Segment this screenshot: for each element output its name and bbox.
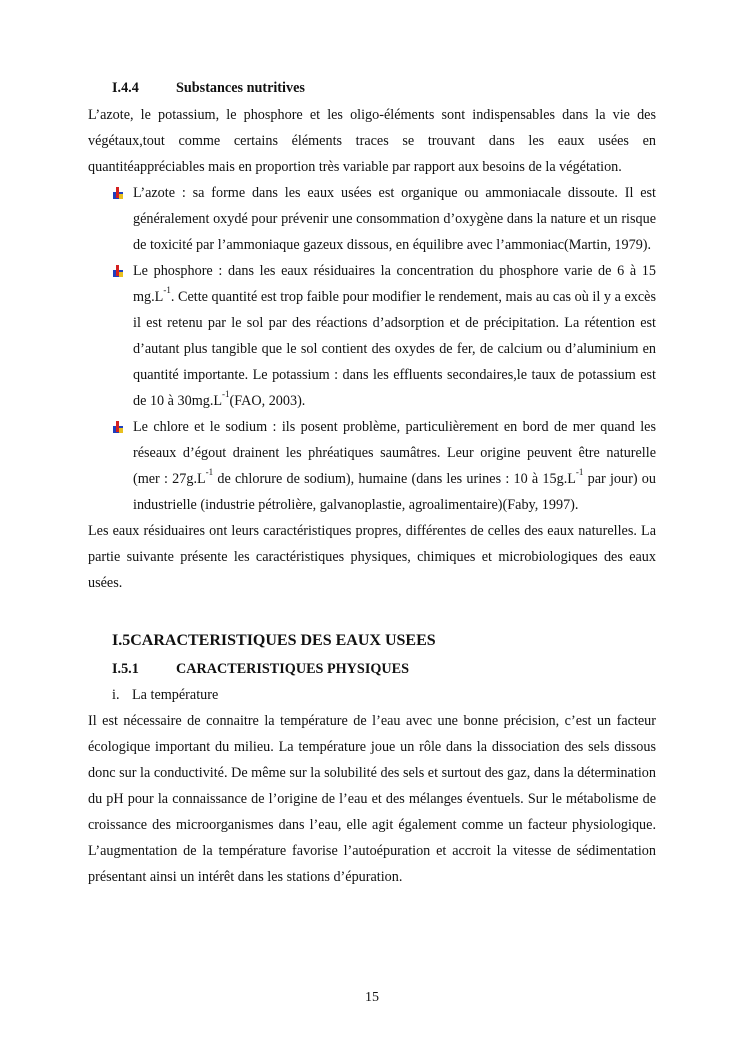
section-number: I.4.4 (112, 80, 139, 96)
bullet-text-phosphore-cont: . Cette quantité est trop faible pour modifier le rendement, mais au cas où il y a excès il est retenu par le sol par des réactions d’adsorption et de précipitation. La rétention est d’autant plus tangible que le sol contient des oxydes de fer, de calcium ou d’aluminium en quantité importante. Le potassium : dans les effluents secondaires,le taux de potassium est de 10 à 30mg.L (133, 289, 656, 409)
closing-paragraph: Les eaux résiduaires ont leurs caractéristiques propres, différentes de celles des eaux naturelles. La partie suivante présente les caractéristiques physiques, chimiques et microbiologiques des eaux usées. (88, 523, 656, 591)
bullet-text-chlore-end: par jour) ou industrielle (industrie pétrolière, galvanoplastie, agroalimentaire)(Faby, 1997). (133, 471, 656, 513)
superscript: -1 (163, 285, 171, 296)
list-item (88, 258, 656, 414)
list-item (88, 180, 656, 258)
bullet-text-chlore: Le chlore et le sodium : ils posent problème, particulièrement en bord de mer quand les réseaux d’égout drainent les phréatiques saumâtres. Leur origine peuvent être naturelle (mer : 27g.L (133, 419, 656, 487)
section-heading-caracteristiques-physiques (88, 659, 656, 679)
page-number: 15 (365, 990, 379, 1005)
temperature-paragraph: Il est nécessaire de connaitre la température de l’eau avec une bonne précision, c’est un facteur écologique important du milieu. La température joue un rôle dans la dissociation des sels dissous donc sur la conductivité. De même sur la solubilité des sels et surtout des gaz, dans la détermination du pH pour la connaissance de l’origine de l’eau et des mélanges éventuels. Sur le métabolisme de croissance des microorganismes dans l’eau, elle agit également comme un facteur physiologique. L’augmentation de la température favorise l’autoépuration et accroit la vitesse de sédimentation présentant ainsi un intérêt dans les stations d’épuration. (88, 713, 656, 885)
bullet-icon (112, 187, 124, 200)
section-title: CARACTERISTIQUES PHYSIQUES (176, 661, 409, 677)
superscript: -1 (222, 389, 230, 400)
bullet-text-phosphore-end: (FAO, 2003). (229, 393, 306, 409)
roman-numeral: i. (112, 687, 120, 703)
list-item (88, 414, 656, 518)
subsection-title: La température (132, 687, 219, 703)
section-heading-substances-nutritives (88, 78, 656, 98)
bullet-text-chlore-cont: de chlorure de sodium), humaine (dans les urines : 10 à 15g.L (213, 471, 576, 487)
bullet-text-phosphore: Le phosphore : dans les eaux résiduaires la concentration du phosphore varie de 6 à 15 mg.L (133, 263, 656, 305)
superscript: -1 (575, 467, 584, 478)
intro-paragraph: L’azote, le potassium, le phosphore et les oligo-éléments sont indispensables dans la vie des végétaux,tout comme certains éléments traces se trouvant dans les eaux usées en quantitéappréciables mais en proportion très variable par rapport aux besoins de la végétation. (88, 107, 656, 175)
section-title: Substances nutritives (176, 80, 305, 96)
chapter-heading-caracteristiques: I.5CARACTERISTIQUES DES EAUX USEES (112, 632, 436, 649)
bullet-text-azote: L’azote : sa forme dans les eaux usées est organique ou ammoniacale dissoute. Il est généralement oxydé pour prévenir une consommation d’oxygène dans la nature et un risque de toxicité par l’ammoniaque gazeux dissous, en équilibre avec l’ammoniac(Martin, 1979). (133, 185, 656, 253)
section-number: I.5.1 (112, 661, 139, 677)
subsection-temperature (88, 685, 656, 705)
bullet-icon (112, 265, 124, 278)
bullet-icon (112, 421, 124, 434)
page-content (88, 78, 656, 890)
nutrient-bullet-list (88, 180, 656, 518)
superscript: -1 (205, 467, 214, 478)
